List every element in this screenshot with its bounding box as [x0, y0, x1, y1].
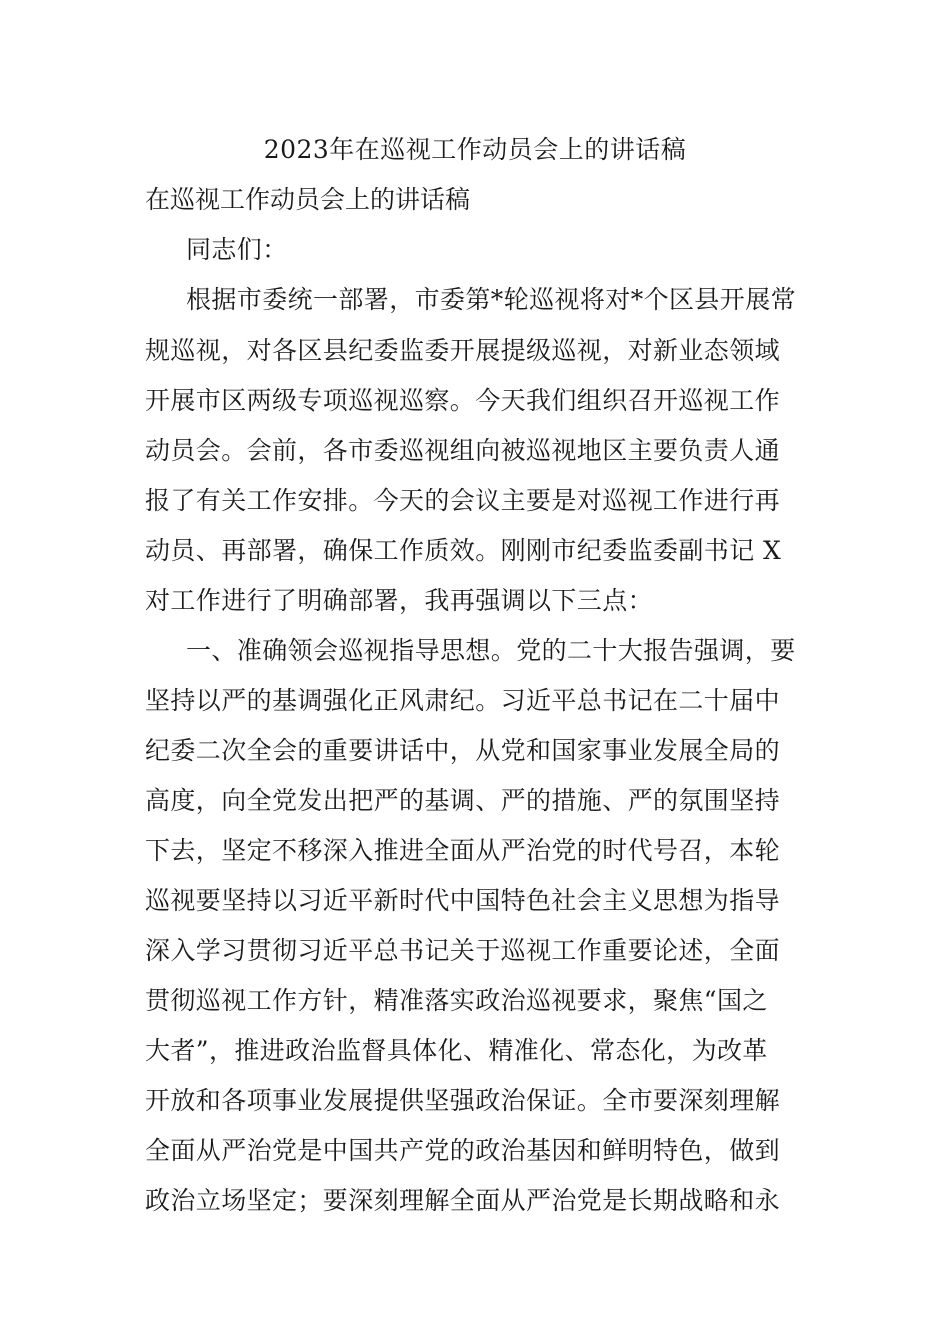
paragraph-line: 纪委二次全会的重要讲话中，从党和国家事业发展全局的: [145, 736, 781, 765]
paragraph-line: 开展市区两级专项巡视巡察。今天我们组织召开巡视工作: [145, 386, 781, 415]
paragraph-line: 规巡视，对各区县纪委监委开展提级巡视，对新业态领域: [145, 336, 781, 365]
paragraph-line: 大者”，推进政治监督具体化、精准化、常态化，为改革: [145, 1036, 768, 1065]
paragraph-line: 动员、再部署，确保工作质效。刚刚市纪委监委副书记 X: [145, 536, 782, 565]
paragraph-line: 政治立场坚定；要深刻理解全面从严治党是长期战略和永: [145, 1186, 781, 1215]
paragraph-line: 根据市委统一部署，市委第*轮巡视将对*个区县开展常: [186, 285, 797, 314]
paragraph-line: 对工作进行了明确部署，我再强调以下三点：: [145, 586, 654, 615]
paragraph-line: 贯彻巡视工作方针，精准落实政治巡视要求，聚焦“国之: [145, 986, 768, 1015]
document-title: 2023年在巡视工作动员会上的讲话稿: [263, 135, 687, 164]
paragraph-line: 巡视要坚持以习近平新时代中国特色社会主义思想为指导: [145, 886, 781, 915]
paragraph-line: 深入学习贯彻习近平总书记关于巡视工作重要论述，全面: [145, 936, 781, 965]
paragraph-line: 坚持以严的基调强化正风肃纪。习近平总书记在二十届中: [145, 686, 781, 715]
paragraph-line: 开放和各项事业发展提供坚强政治保证。全市要深刻理解: [145, 1086, 781, 1115]
document-subtitle: 在巡视工作动员会上的讲话稿: [145, 185, 471, 214]
paragraph-line: 动员会。会前，各市委巡视组向被巡视地区主要负责人通: [145, 436, 781, 465]
paragraph-line: 一、准确领会巡视指导思想。党的二十大报告强调，要: [186, 636, 796, 665]
paragraph-line: 报了有关工作安排。今天的会议主要是对巡视工作进行再: [145, 486, 781, 515]
salutation: 同志们：: [186, 235, 288, 264]
paragraph-line: 全面从严治党是中国共产党的政治基因和鲜明特色，做到: [145, 1136, 781, 1165]
paragraph-line: 下去，坚定不移深入推进全面从严治党的时代号召，本轮: [145, 836, 781, 865]
paragraph-line: 高度，向全党发出把严的基调、严的措施、严的氛围坚持: [145, 786, 781, 815]
